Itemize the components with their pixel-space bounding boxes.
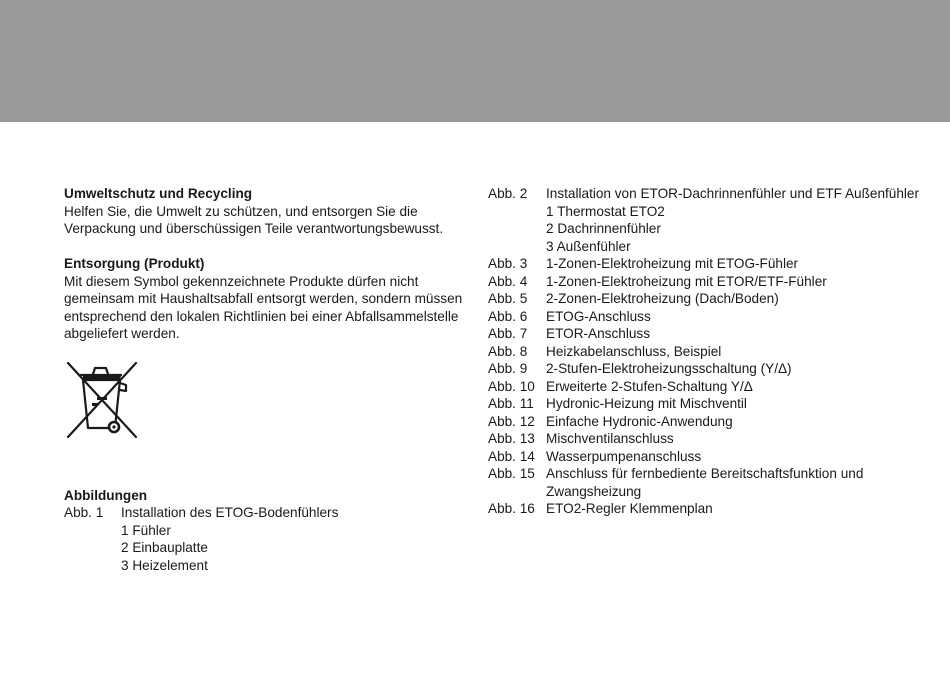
figure-title: 2-Stufen-Elektroheizungsschaltung (Y/Δ) <box>546 361 792 376</box>
figure-number: Abb. 14 <box>488 448 535 464</box>
figure-title: Heizkabelanschluss, Beispiel <box>546 343 722 359</box>
environment-text: Helfen Sie, die Umwelt zu schützen, und entsorgen Sie die Verpackung und überschüssigen Teile verantwortungsbewusst. <box>64 203 444 236</box>
figure-number: Abb. 11 <box>488 396 534 411</box>
header-band <box>0 0 950 122</box>
figure-number: Abb. 13 <box>488 431 535 446</box>
figure-number: Abb. 4 <box>488 273 528 289</box>
figure-title: ETOG-Anschluss <box>546 308 651 324</box>
list-item <box>488 325 928 343</box>
list-item <box>64 504 464 574</box>
list-item <box>488 413 928 431</box>
figure-title: ETOR-Anschluss <box>546 326 650 341</box>
figure-part: 3 Heizelement <box>121 557 208 573</box>
list-item <box>488 185 928 255</box>
list-item <box>488 343 928 361</box>
figure-part: 1 Thermostat ETO2 <box>546 203 665 219</box>
list-item <box>488 378 928 396</box>
figure-title: Erweiterte 2-Stufen-Schaltung Y/Δ <box>546 378 753 394</box>
figure-number: Abb. 10 <box>488 378 535 394</box>
figure-part: 2 Dachrinnenfühler <box>546 221 661 236</box>
list-item <box>488 395 928 413</box>
figure-title: Installation von ETOR-Dachrinnenfühler und ETF Außenfühler <box>546 186 920 201</box>
figure-title: Hydronic-Heizung mit Mischventil <box>546 396 747 411</box>
figure-number: Abb. 16 <box>488 501 535 516</box>
figure-number: Abb. 2 <box>488 186 528 201</box>
figure-number: Abb. 1 <box>64 505 104 520</box>
figure-number: Abb. 3 <box>488 256 528 271</box>
figure-number: Abb. 5 <box>488 291 528 306</box>
list-item <box>488 448 928 466</box>
figure-part: 1 Fühler <box>121 522 171 538</box>
crossed-out-wheelie-bin-icon <box>64 355 140 443</box>
figure-list-left <box>64 504 464 574</box>
figure-title: 1-Zonen-Elektroheizung mit ETOR/ETF-Fühler <box>546 273 827 289</box>
figure-title: Installation des ETOG-Bodenfühlers <box>121 505 339 520</box>
figure-title: Wasserpumpenanschluss <box>546 448 702 464</box>
left-column <box>64 185 464 574</box>
list-item <box>488 500 928 518</box>
figure-title: Einfache Hydronic-Anwendung <box>546 413 733 429</box>
figure-number: Abb. 6 <box>488 308 528 324</box>
disposal-text: Mit diesem Symbol gekennzeichnete Produkte dürfen nicht gemeinsam mit Haushaltsabfall entsorgt werden, sondern müssen entsprechend den lokalen Richtlinien bei einer Abfallsammelstelle abgeliefert werden. <box>64 273 463 341</box>
figure-number: Abb. 7 <box>488 326 528 341</box>
disposal-heading: Entsorgung (Produkt) <box>64 256 205 271</box>
list-item <box>488 360 928 378</box>
figure-part: 2 Einbauplatte <box>121 540 208 555</box>
list-item <box>488 290 928 308</box>
figure-title: ETO2-Regler Klemmenplan <box>546 501 713 516</box>
environment-heading: Umweltschutz und Recycling <box>64 186 253 201</box>
list-item <box>488 273 928 291</box>
figure-number: Abb. 9 <box>488 361 528 376</box>
list-item <box>488 430 928 448</box>
figure-part: 3 Außenfühler <box>546 238 631 254</box>
figure-title: 2-Zonen-Elektroheizung (Dach/Boden) <box>546 291 779 306</box>
figure-title: Mischventilanschluss <box>546 431 674 446</box>
list-item <box>488 465 928 500</box>
list-item <box>488 255 928 273</box>
figure-number: Abb. 12 <box>488 413 535 429</box>
figure-number: Abb. 15 <box>488 466 535 481</box>
figure-title: Anschluss für fernbediente Bereitschaftsfunktion und Zwangsheizung <box>546 466 864 499</box>
right-column <box>488 185 928 518</box>
figure-title: 1-Zonen-Elektroheizung mit ETOG-Fühler <box>546 256 799 271</box>
figure-number: Abb. 8 <box>488 343 528 359</box>
list-item <box>488 308 928 326</box>
figures-heading: Abbildungen <box>64 487 148 503</box>
